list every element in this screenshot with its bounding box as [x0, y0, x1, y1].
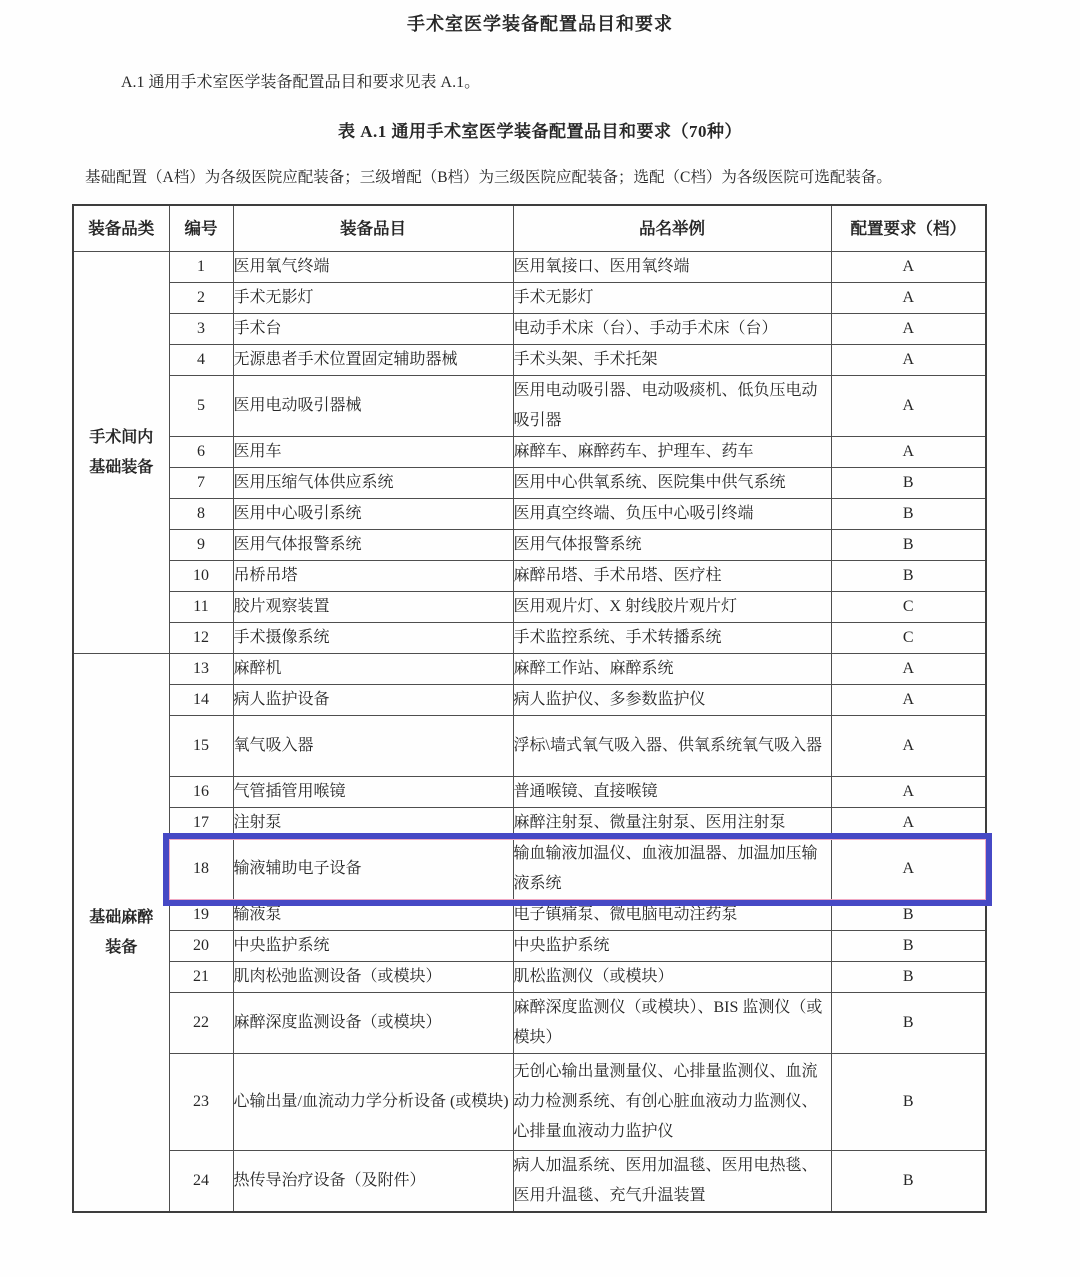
item-cell: 心输出量/血流动力学分析设备 (或模块) — [233, 1054, 513, 1151]
highlighted-row — [73, 839, 986, 900]
grade-cell: C — [831, 623, 986, 654]
row-number-cell: 14 — [169, 685, 233, 716]
row-number-cell: 5 — [169, 376, 233, 437]
header-cell-number: 编号 — [169, 205, 233, 252]
header-cell-examples: 品名举例 — [513, 205, 831, 252]
category-label-line: 基础装备 — [89, 458, 154, 476]
table-row — [73, 499, 986, 530]
grade-cell: B — [831, 993, 986, 1054]
table-row — [73, 283, 986, 314]
row-number-cell: 21 — [169, 962, 233, 993]
grade-cell: A — [831, 777, 986, 808]
table-row — [73, 314, 986, 345]
grade-cell: B — [831, 530, 986, 561]
item-cell: 热传导治疗设备（及附件） — [233, 1151, 513, 1213]
grade-cell: A — [831, 716, 986, 777]
grade-cell: B — [831, 1054, 986, 1151]
grade-cell: B — [831, 962, 986, 993]
table-row — [73, 530, 986, 561]
row-number-cell: 10 — [169, 561, 233, 592]
item-cell: 肌肉松弛监测设备（或模块） — [233, 962, 513, 993]
examples-cell: 浮标\墙式氧气吸入器、供氧系统氧气吸入器 — [513, 716, 831, 777]
grade-cell: A — [831, 345, 986, 376]
item-cell: 医用电动吸引器械 — [233, 376, 513, 437]
header-cell-category: 装备品类 — [73, 205, 169, 252]
grade-cell: B — [831, 900, 986, 931]
table-row — [73, 993, 986, 1054]
grade-cell: B — [831, 499, 986, 530]
item-cell: 麻醉机 — [233, 654, 513, 685]
grade-cell: B — [831, 1151, 986, 1213]
table-row — [73, 1151, 986, 1213]
examples-cell: 普通喉镜、直接喉镜 — [513, 777, 831, 808]
table-row — [73, 252, 986, 283]
item-cell: 病人监护设备 — [233, 685, 513, 716]
table-container — [72, 204, 985, 1213]
examples-cell: 输血输液加温仪、血液加温器、加温加压输液系统 — [513, 839, 831, 900]
row-number-cell: 12 — [169, 623, 233, 654]
examples-cell: 医用氧接口、医用氧终端 — [513, 252, 831, 283]
examples-cell: 无创心输出量测量仪、心排量监测仪、血流动力检测系统、有创心脏血液动力监测仪、心排量血液动力监护仪 — [513, 1054, 831, 1151]
intro-paragraph: A.1 通用手术室医学装备配置品目和要求见表 A.1。 — [121, 74, 481, 91]
row-number-cell: 17 — [169, 808, 233, 839]
grade-cell: C — [831, 592, 986, 623]
item-cell: 医用压缩气体供应系统 — [233, 468, 513, 499]
table-caption: 表 A.1 通用手术室医学装备配置品目和要求（70种） — [337, 122, 743, 141]
item-cell: 无源患者手术位置固定辅助器械 — [233, 345, 513, 376]
row-number-cell: 9 — [169, 530, 233, 561]
category-label-line: 手术间内 — [89, 428, 154, 446]
table-row — [73, 962, 986, 993]
grade-cell: A — [831, 252, 986, 283]
table-row — [73, 716, 986, 777]
item-cell: 手术无影灯 — [233, 283, 513, 314]
item-cell: 氧气吸入器 — [233, 716, 513, 777]
item-cell: 注射泵 — [233, 808, 513, 839]
header-cell-item: 装备品目 — [233, 205, 513, 252]
examples-cell: 麻醉工作站、麻醉系统 — [513, 654, 831, 685]
row-number-cell: 13 — [169, 654, 233, 685]
item-cell: 医用车 — [233, 437, 513, 468]
table-row — [73, 561, 986, 592]
examples-cell: 中央监护系统 — [513, 931, 831, 962]
examples-cell: 医用电动吸引器、电动吸痰机、低负压电动吸引器 — [513, 376, 831, 437]
row-number-cell: 20 — [169, 931, 233, 962]
grade-cell: A — [831, 839, 986, 900]
row-number-cell: 2 — [169, 283, 233, 314]
examples-cell: 手术头架、手术托架 — [513, 345, 831, 376]
examples-cell: 电动手术床（台）、手动手术床（台） — [513, 314, 831, 345]
item-cell: 输液辅助电子设备 — [233, 839, 513, 900]
table-row — [73, 900, 986, 931]
examples-cell: 手术监控系统、手术转播系统 — [513, 623, 831, 654]
grade-cell: A — [831, 437, 986, 468]
category-label-line: 装备 — [105, 938, 138, 956]
row-number-cell: 16 — [169, 777, 233, 808]
table-row — [73, 808, 986, 839]
item-cell: 吊桥吊塔 — [233, 561, 513, 592]
header-row — [73, 205, 986, 252]
table-row — [73, 931, 986, 962]
table-row — [73, 345, 986, 376]
item-cell: 中央监护系统 — [233, 931, 513, 962]
row-number-cell: 15 — [169, 716, 233, 777]
note-text: 基础配置（A档）为各级医院应配装备；三级增配（B档）为三级医院应配装备；选配（C档）为各级医院可选配装备。 — [85, 169, 892, 186]
row-number-cell: 18 — [169, 839, 233, 900]
row-number-cell: 7 — [169, 468, 233, 499]
row-number-cell: 11 — [169, 592, 233, 623]
examples-cell: 手术无影灯 — [513, 283, 831, 314]
table-row — [73, 777, 986, 808]
grade-cell: A — [831, 283, 986, 314]
examples-cell: 医用观片灯、X 射线胶片观片灯 — [513, 592, 831, 623]
grade-cell: B — [831, 561, 986, 592]
table-body — [73, 252, 986, 1213]
examples-cell: 病人监护仪、多参数监护仪 — [513, 685, 831, 716]
examples-cell: 电子镇痛泵、微电脑电动注药泵 — [513, 900, 831, 931]
item-cell: 麻醉深度监测设备（或模块） — [233, 993, 513, 1054]
examples-cell: 医用中心供氧系统、医院集中供气系统 — [513, 468, 831, 499]
table-row — [73, 685, 986, 716]
item-cell: 手术摄像系统 — [233, 623, 513, 654]
grade-cell: A — [831, 654, 986, 685]
table-row — [73, 654, 986, 685]
table-row — [73, 437, 986, 468]
item-cell: 胶片观察装置 — [233, 592, 513, 623]
row-number-cell: 24 — [169, 1151, 233, 1213]
examples-cell: 麻醉车、麻醉药车、护理车、药车 — [513, 437, 831, 468]
row-number-cell: 19 — [169, 900, 233, 931]
grade-cell: B — [831, 468, 986, 499]
equipment-table — [72, 204, 987, 1213]
examples-cell: 医用气体报警系统 — [513, 530, 831, 561]
row-number-cell: 3 — [169, 314, 233, 345]
grade-cell: A — [831, 376, 986, 437]
row-number-cell: 22 — [169, 993, 233, 1054]
examples-cell: 医用真空终端、负压中心吸引终端 — [513, 499, 831, 530]
row-number-cell: 23 — [169, 1054, 233, 1151]
table-row — [73, 623, 986, 654]
item-cell: 医用中心吸引系统 — [233, 499, 513, 530]
row-number-cell: 8 — [169, 499, 233, 530]
header-cell-grade: 配置要求（档） — [831, 205, 986, 252]
table-row — [73, 468, 986, 499]
item-cell: 医用气体报警系统 — [233, 530, 513, 561]
item-cell: 气管插管用喉镜 — [233, 777, 513, 808]
row-number-cell: 6 — [169, 437, 233, 468]
grade-cell: A — [831, 314, 986, 345]
category-cell — [73, 654, 169, 1213]
examples-cell: 麻醉吊塔、手术吊塔、医疗柱 — [513, 561, 831, 592]
category-cell — [73, 252, 169, 654]
examples-cell: 肌松监测仪（或模块） — [513, 962, 831, 993]
table-row — [73, 376, 986, 437]
row-number-cell: 4 — [169, 345, 233, 376]
examples-cell: 麻醉深度监测仪（或模块）、BIS 监测仪（或模块） — [513, 993, 831, 1054]
grade-cell: A — [831, 685, 986, 716]
category-label-line: 基础麻醉 — [89, 908, 154, 926]
item-cell: 手术台 — [233, 314, 513, 345]
examples-cell: 病人加温系统、医用加温毯、医用电热毯、医用升温毯、充气升温装置 — [513, 1151, 831, 1213]
table-row — [73, 1054, 986, 1151]
table-row — [73, 592, 986, 623]
grade-cell: A — [831, 808, 986, 839]
page-title: 手术室医学装备配置品目和要求 — [407, 14, 673, 34]
item-cell: 输液泵 — [233, 900, 513, 931]
item-cell: 医用氧气终端 — [233, 252, 513, 283]
examples-cell: 麻醉注射泵、微量注射泵、医用注射泵 — [513, 808, 831, 839]
grade-cell: B — [831, 931, 986, 962]
row-number-cell: 1 — [169, 252, 233, 283]
